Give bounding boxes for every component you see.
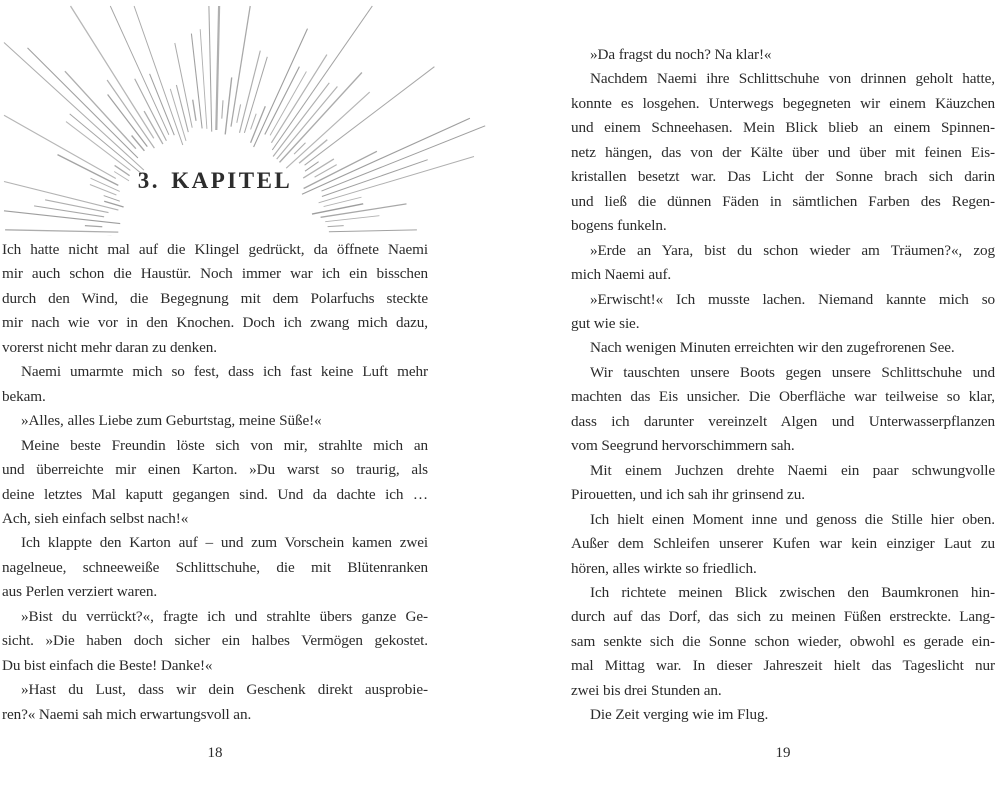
text-line: machten das Eis unsicher. Die Oberfläche war teilweise so klar, bbox=[571, 388, 995, 406]
page-number-right: 19 bbox=[775, 745, 791, 761]
paragraph bbox=[571, 361, 995, 459]
paragraph bbox=[2, 531, 428, 604]
paragraph bbox=[571, 459, 995, 508]
paragraph bbox=[2, 605, 428, 678]
text-line: vom Seegrund hervorschimmern sah. bbox=[571, 437, 795, 455]
text-line: »Erde an Yara, bist du schon wieder am Träumen?«, zog bbox=[590, 241, 995, 259]
text-line: netz hängen, das von der Kälte über und über mit feinen Eis- bbox=[571, 143, 995, 161]
text-line: mich Naemi auf. bbox=[571, 266, 672, 284]
text-line: Du bist einfach die Beste! Danke!« bbox=[2, 656, 213, 674]
text-line: Mit einem Juchzen drehte Naemi ein paar schwungvolle bbox=[590, 461, 995, 479]
text-line: Meine beste Freundin löste sich von mir, strahlte mich an bbox=[21, 436, 428, 454]
text-line: durch den Wind, die Begegnung mit dem Polarfuchs steckte bbox=[2, 289, 428, 307]
text-line: Ich richtete meinen Blick zwischen den Baumkronen hin- bbox=[590, 583, 995, 601]
text-line: mal Mittag war. In dieser Jahreszeit hielt das Tageslicht nur bbox=[571, 657, 995, 675]
text-line: zwei bis drei Stunden an. bbox=[571, 681, 722, 699]
text-line: mir auch schon die Haustür. Noch immer war ich ein bisschen bbox=[2, 265, 428, 283]
text-line: hören, alles wirkte so friedlich. bbox=[571, 559, 757, 577]
text-line: Außer dem Schleifen unserer Kufen war kein einziger Laut zu bbox=[571, 535, 995, 553]
text-line: Wir tauschten unsere Boots gegen unsere Schlittschuhe und bbox=[590, 363, 995, 381]
text-line: durch auf das Dorf, das sich zu meinen Füßen erstreckte. Lang- bbox=[571, 608, 995, 626]
page-number-left: 18 bbox=[207, 745, 223, 761]
paragraph bbox=[2, 409, 428, 433]
paragraph bbox=[571, 43, 995, 67]
text-line: und überreichte mir einen Karton. »Du warst so traurig, als bbox=[2, 461, 428, 479]
paragraph bbox=[571, 67, 995, 238]
chapter-ornament bbox=[0, 0, 500, 240]
text-line: Nach wenigen Minuten erreichten wir den zugefrorenen See. bbox=[590, 339, 955, 357]
text-line: »Bist du verrückt?«, fragte ich und strahlte übers ganze Ge- bbox=[21, 607, 428, 625]
text-line: ren?« Naemi sah mich erwartungsvoll an. bbox=[2, 705, 252, 723]
text-line: Naemi umarmte mich so fest, dass ich fast keine Luft mehr bbox=[21, 363, 428, 381]
paragraph bbox=[2, 238, 428, 360]
text-line: kristallen besetzt war. Das Licht der Sonne brach sich darin bbox=[571, 168, 995, 186]
text-line: sicht. »Die haben doch sicher ein halbes Vermögen gekostet. bbox=[2, 632, 428, 650]
text-line: deine letztes Mal kaputt gegangen sind. Und da dachte ich … bbox=[2, 485, 428, 503]
text-line: bogens funkeln. bbox=[571, 217, 667, 235]
paragraph bbox=[571, 703, 995, 727]
text-line: Pirouetten, und ich sah ihr grinsend zu. bbox=[571, 486, 805, 504]
text-line: sam senkte sich die Sonne schon wieder, obwohl es gerade ein- bbox=[571, 632, 995, 650]
paragraph bbox=[571, 581, 995, 703]
paragraph bbox=[2, 434, 428, 532]
text-line: bekam. bbox=[2, 387, 46, 405]
text-line: »Hast du Lust, dass wir dein Geschenk direkt ausprobie- bbox=[21, 681, 428, 699]
text-line: und einem Schneehasen. Mein Blick blieb an einem Spinnen- bbox=[571, 119, 995, 137]
text-line: »Erwischt!« Ich musste lachen. Niemand kannte mich so bbox=[590, 290, 995, 308]
text-line: mir nach wie vor in den Knochen. Doch ich zwang mich dazu, bbox=[2, 314, 428, 332]
text-line: Die Zeit verging wie im Flug. bbox=[590, 706, 769, 724]
text-line: aus Perlen verziert waren. bbox=[2, 583, 158, 601]
text-line: gut wie sie. bbox=[571, 314, 640, 332]
paragraph bbox=[2, 678, 428, 727]
text-line: »Alles, alles Liebe zum Geburtstag, meine Süße!« bbox=[21, 412, 322, 430]
sunburst-icon bbox=[0, 0, 500, 236]
paragraph bbox=[571, 336, 995, 360]
text-line: konnte es losgehen. Unterwegs begegneten wir einem Käuzchen bbox=[571, 94, 995, 112]
text-line: Ich hatte nicht mal auf die Klingel gedrückt, da öffnete Naemi bbox=[2, 241, 428, 258]
right-page bbox=[500, 0, 1000, 800]
paragraph bbox=[2, 360, 428, 409]
text-line: nagelneue, schneeweiße Schlittschuhe, die mit Blütenranken bbox=[2, 558, 428, 576]
paragraph bbox=[571, 288, 995, 337]
text-line: »Da fragst du noch? Na klar!« bbox=[590, 46, 772, 63]
text-line: Ich klappte den Karton auf – und zum Vorschein kamen zwei bbox=[21, 534, 428, 552]
paragraph bbox=[571, 239, 995, 288]
right-page-body bbox=[571, 43, 995, 728]
chapter-heading: 3. KAPITEL bbox=[137, 168, 293, 193]
text-line: Nachdem Naemi ihre Schlittschuhe von drinnen geholt hatte, bbox=[590, 70, 995, 88]
text-line: und ließ die dünnen Fäden in sämtlichen Farben des Regen- bbox=[571, 192, 995, 210]
paragraph bbox=[571, 508, 995, 581]
text-line: Ach, sieh einfach selbst nach!« bbox=[2, 509, 189, 527]
text-line: vorerst nicht mehr daran zu denken. bbox=[2, 338, 217, 356]
text-line: Ich hielt einen Moment inne und genoss die Stille hier oben. bbox=[590, 510, 995, 528]
left-page-body bbox=[2, 238, 428, 727]
text-line: dass ich darunter vereinzelt Algen und Unterwasserpflanzen bbox=[571, 412, 995, 430]
